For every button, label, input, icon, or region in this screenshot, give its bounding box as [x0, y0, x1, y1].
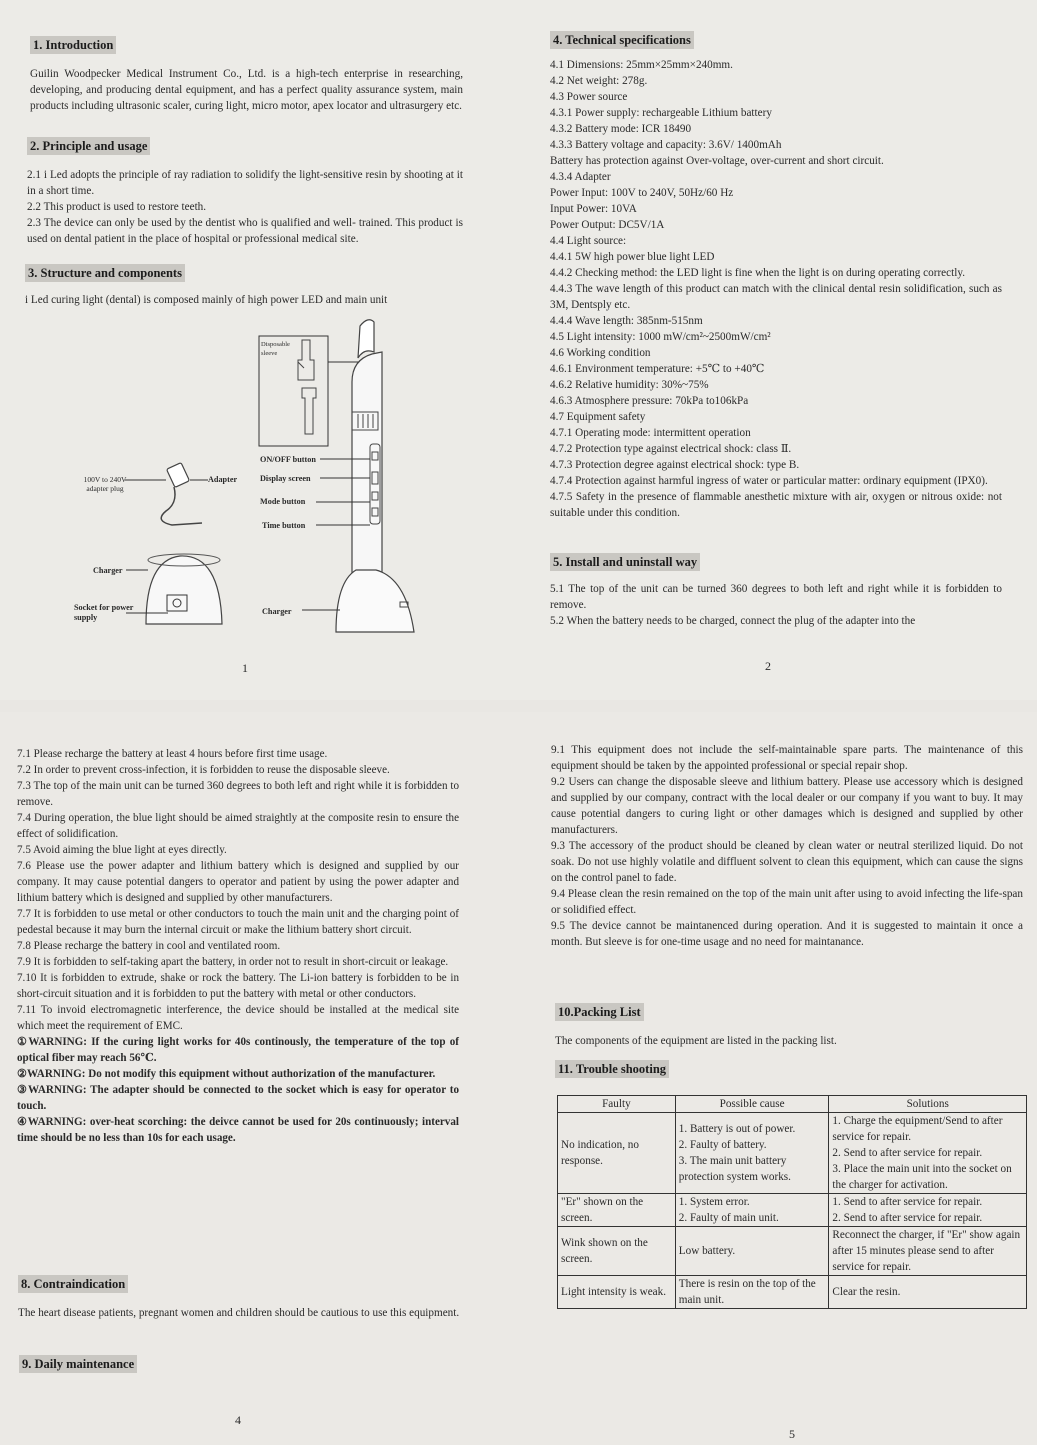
spec-line: 4.3.3 Battery voltage and capacity: 3.6V/ 1400mAh: [550, 139, 782, 151]
table-cell: 1. Charge the equipment/Send to after service for repair. 2. Send to after service for repair. 3. Place the main unit into the socket on the charger for activation.: [829, 1113, 1027, 1194]
intro-text: Guilin Woodpecker Medical Instrument Co., Ltd. is a high-tech enterprise in researching, developing, and producing dental equipment, and has a perfect quality assurance system, main products including ultrasonic scaler, curing light, micro motor, apex locator and ultrasurgery etc.: [30, 68, 463, 112]
spec-line: 4.3.1 Power supply: rechargeable Lithium battery: [550, 107, 772, 119]
table-header-row: [558, 1096, 1027, 1113]
install-item: 5.2 When the battery needs to be charged, connect the plug of the adapter into the: [550, 615, 916, 627]
precaution-item: 7.1 Please recharge the battery at least 4 hours before first time usage.: [17, 748, 328, 760]
table-cell: There is resin on the top of the main unit.: [675, 1276, 829, 1309]
heading-packing-list: 10.Packing List: [555, 1003, 644, 1021]
heading-install: 5. Install and uninstall way: [550, 553, 700, 571]
page-1-principle: [27, 137, 463, 247]
page-4-daily: [19, 1355, 319, 1373]
contraindication-text: The heart disease patients, pregnant women and children should be cautious to use this equipment.: [18, 1307, 460, 1319]
principle-item: 2.2 This product is used to restore teeth.: [27, 201, 207, 213]
heading-contraindication: 8. Contraindication: [18, 1275, 128, 1293]
packing-text: The components of the equipment are listed in the packing list.: [555, 1035, 837, 1047]
label-mode-button: Mode button: [260, 497, 306, 506]
label-time-button: Time button: [262, 521, 306, 530]
table-header-cell: Faulty: [558, 1096, 676, 1113]
table-cell: Wink shown on the screen.: [558, 1227, 676, 1276]
precaution-item: 7.10 It is forbidden to extrude, shake or rock the battery. The Li-ion battery is forbidden to be in short-circuit situation and it is forbidden to put the battery with metal or other conductors.: [17, 972, 459, 1000]
maintenance-item: 9.3 The accessory of the product should be cleaned by clean water or neutral sterilized liquid. Do not soak. Do not use highly volatile and diffluent solvent to clean this equipment, which can cause the signs on the control panel to fade.: [551, 840, 1023, 884]
precaution-list: [17, 746, 459, 1034]
label-disposable-sleeve: Disposable sleeve: [261, 341, 290, 357]
precaution-item: 7.9 It is forbidden to self-taking apart the battery, in order not to result in short-circuit or leakage.: [17, 956, 449, 968]
heading-technical-specifications: 4. Technical specifications: [550, 31, 694, 49]
heading-daily-maintenance: 9. Daily maintenance: [19, 1355, 137, 1373]
spec-line: 4.4.1 5W high power blue light LED: [550, 251, 715, 263]
spec-line: 4.7.5 Safety in the presence of flammable anesthetic mixture with air, oxygen or nitrous oxide: not suitable under this condition.: [550, 491, 1002, 519]
maintenance-item: 9.4 Please clean the resin remained on the top of the main unit after using to avoid infecting the life-span or solidified effect.: [551, 888, 1023, 916]
heading-structure: 3. Structure and components: [25, 264, 185, 282]
spec-line: 4.7.3 Protection degree against electrical shock: type B.: [550, 459, 800, 471]
page-number-5: 5: [789, 1427, 795, 1441]
table-row: [558, 1194, 1027, 1227]
precaution-item: 7.2 In order to prevent cross-infection, it is forbidden to reuse the disposable sleeve.: [17, 764, 390, 776]
warning-item: ③WARNING: The adapter should be connected to the socket which is easy for operator to touch.: [17, 1084, 459, 1112]
precaution-item: 7.7 It is forbidden to use metal or other conductors to touch the main unit and the charging point of pedestal because it may burn the internal circuit or make the lithium battery short circuit.: [17, 908, 459, 936]
maintenance-item: 9.1 This equipment does not include the self-maintainable spare parts. The maintenance of this equipment should be taken by the appointed professional or special repair shop.: [551, 744, 1023, 772]
trouble-shooting-table: [557, 1095, 1027, 1309]
table-cell: 1. Battery is out of power. 2. Faulty of battery. 3. The main unit battery protection system works.: [675, 1113, 829, 1194]
table-cell: No indication, no response.: [558, 1113, 676, 1194]
structure-text: i Led curing light (dental) is composed mainly of high power LED and main unit: [25, 294, 388, 306]
spec-line: 4.4 Light source:: [550, 235, 627, 247]
heading-principle: 2. Principle and usage: [27, 137, 150, 155]
spec-line: 4.3.4 Adapter: [550, 171, 611, 183]
spec-line: 4.4.2 Checking method: the LED light is fine when the light is on during operating correctly.: [550, 267, 965, 279]
heading-introduction: 1. Introduction: [30, 36, 116, 54]
page-4-contraindication: [18, 1275, 462, 1321]
heading-trouble-shooting: 11. Trouble shooting: [555, 1060, 669, 1078]
spec-line: 4.3.2 Battery mode: ICR 18490: [550, 123, 692, 135]
page-5-maintenance: [551, 742, 1023, 950]
precaution-item: 7.6 Please use the power adapter and lithium battery which is designed and supplied by our company. It may cause potential dangers to operator and patient by using the power adapter and lithium battery which is designed and supplied by other manufacturers.: [17, 860, 459, 904]
maintenance-item: 9.5 The device cannot be maintanenced during operation. And it is suggested to maintain it once a month. But sleeve is for one-time usage and no need for maintanance.: [551, 920, 1023, 948]
spec-line: 4.2 Net weight: 278g.: [550, 75, 648, 87]
page-1-structure: [25, 264, 463, 308]
spec-line: 4.5 Light intensity: 1000 mW/cm²~2500mW/cm²: [550, 331, 771, 343]
spec-line: 4.6.3 Atmosphere pressure: 70kPa to106kPa: [550, 395, 749, 407]
spec-line: 4.6.1 Environment temperature: +5℃ to +40℃: [550, 363, 765, 375]
spec-line: Input Power: 10VA: [550, 203, 637, 215]
label-charger-right: Charger: [262, 607, 292, 616]
spec-line: Battery has protection against Over-voltage, over-current and short circuit.: [550, 155, 884, 167]
label-adapter-plug: 100V to 240V adapter plug: [83, 475, 127, 493]
principle-item: 2.1 i Led adopts the principle of ray radiation to solidify the light-sensitive resin by shooting at it in a short time.: [27, 169, 463, 197]
label-socket: Socket for power supply: [74, 603, 134, 622]
spec-line: 4.4.4 Wave length: 385nm-515nm: [550, 315, 703, 327]
table-cell: 1. System error. 2. Faulty of main unit.: [675, 1194, 829, 1227]
table-cell: Reconnect the charger, if "Er" show again after 15 minutes please send to after service for repair.: [829, 1227, 1027, 1276]
spec-line: Power Input: 100V to 240V, 50Hz/60 Hz: [550, 187, 734, 199]
page-2-specs: [550, 31, 1002, 521]
table-cell: Light intensity is weak.: [558, 1276, 676, 1309]
table-cell: "Er" shown on the screen.: [558, 1194, 676, 1227]
table-cell: Clear the resin.: [829, 1276, 1027, 1309]
charger-base-right: [336, 570, 414, 632]
page-5-trouble: [555, 1060, 1030, 1078]
page-number-2: 2: [765, 659, 771, 673]
maintenance-list: [551, 742, 1023, 950]
install-item: 5.1 The top of the unit can be turned 360 degrees to both left and right while it is forbidden to remove.: [550, 583, 1002, 611]
precaution-item: 7.5 Avoid aiming the blue light at eyes directly.: [17, 844, 227, 856]
table-row: [558, 1276, 1027, 1309]
label-adapter: Adapter: [208, 475, 238, 484]
page-2-install: [550, 553, 1002, 629]
precaution-item: 7.8 Please recharge the battery in cool and ventilated room.: [17, 940, 281, 952]
spec-line: 4.6 Working condition: [550, 347, 651, 359]
spec-line: Power Output: DC5V/1A: [550, 219, 665, 231]
precaution-item: 7.11 To invoid electromagnetic interference, the device should be installed at the medical site which meet the requirement of EMC.: [17, 1004, 459, 1032]
label-on-off-button: ON/OFF button: [260, 455, 316, 464]
precaution-item: 7.4 During operation, the blue light should be aimed straightly at the composite resin to ensure the effect of solidification.: [17, 812, 459, 840]
page-number-4: 4: [235, 1413, 241, 1427]
spec-line: 4.3 Power source: [550, 91, 628, 103]
spec-line: 4.1 Dimensions: 25mm×25mm×240mm.: [550, 59, 733, 71]
principle-item: 2.3 The device can only be used by the dentist who is qualified and well- trained. This product is used on dental patient in the place of hospital or professional medical site.: [27, 217, 463, 245]
warning-list: [17, 1034, 459, 1146]
precaution-item: 7.3 The top of the main unit can be turned 360 degrees to both left and right while it is forbidden to remove.: [17, 780, 459, 808]
spec-line: 4.7.4 Protection against harmful ingress of water or particular matter: ordinary equipment (IPX0).: [550, 475, 988, 487]
sleeve-bottom-icon: [302, 388, 316, 434]
warning-item: ②WARNING: Do not modify this equipment without authorization of the manufacturer.: [17, 1068, 436, 1080]
table-header-cell: Possible cause: [675, 1096, 829, 1113]
table-cell: 1. Send to after service for repair. 2. Send to after service for repair.: [829, 1194, 1027, 1227]
page-4-precautions: [17, 746, 459, 1146]
table-cell: Low battery.: [675, 1227, 829, 1276]
page-5-packing: [555, 1003, 1015, 1049]
label-display-screen: Display screen: [260, 474, 311, 483]
warning-item: ①WARNING: If the curing light works for 40s continously, the temperature of the top of optical fiber may reach 56℃.: [17, 1036, 459, 1064]
principle-list: [27, 167, 463, 247]
adapter-plug: [161, 463, 202, 525]
table-row: [558, 1113, 1027, 1194]
spec-line: 4.7.2 Protection type against electrical shock: class Ⅱ.: [550, 443, 792, 455]
spec-line: 4.7 Equipment safety: [550, 411, 646, 423]
table-header-cell: Solutions: [829, 1096, 1027, 1113]
page-number-1: 1: [242, 661, 248, 675]
label-charger-left: Charger: [93, 566, 123, 575]
spec-line: 4.4.3 The wave length of this product can match with the clinical dental resin solidification, such as 3M, Dentsply etc.: [550, 283, 1002, 311]
page-1-intro: [30, 36, 463, 114]
maintenance-item: 9.2 Users can change the disposable sleeve and lithium battery. Please use accessory which is designed and supplied by our company, contract with the local dealer or our company if you want to buy. It may cause potential dangers to curing light or other damages which is designed and supplied by other manufacturers.: [551, 776, 1023, 836]
table-row: [558, 1227, 1027, 1276]
spec-line: 4.6.2 Relative humidity: 30%~75%: [550, 379, 709, 391]
spec-line: 4.7.1 Operating mode: intermittent operation: [550, 427, 751, 439]
spec-list: [550, 57, 1002, 521]
install-list: [550, 581, 1002, 629]
warning-item: ④WARNING: over-heat scorching: the deivce cannot be used for 20s continuously; interval time should be no less than 10s for each usage.: [17, 1116, 459, 1144]
